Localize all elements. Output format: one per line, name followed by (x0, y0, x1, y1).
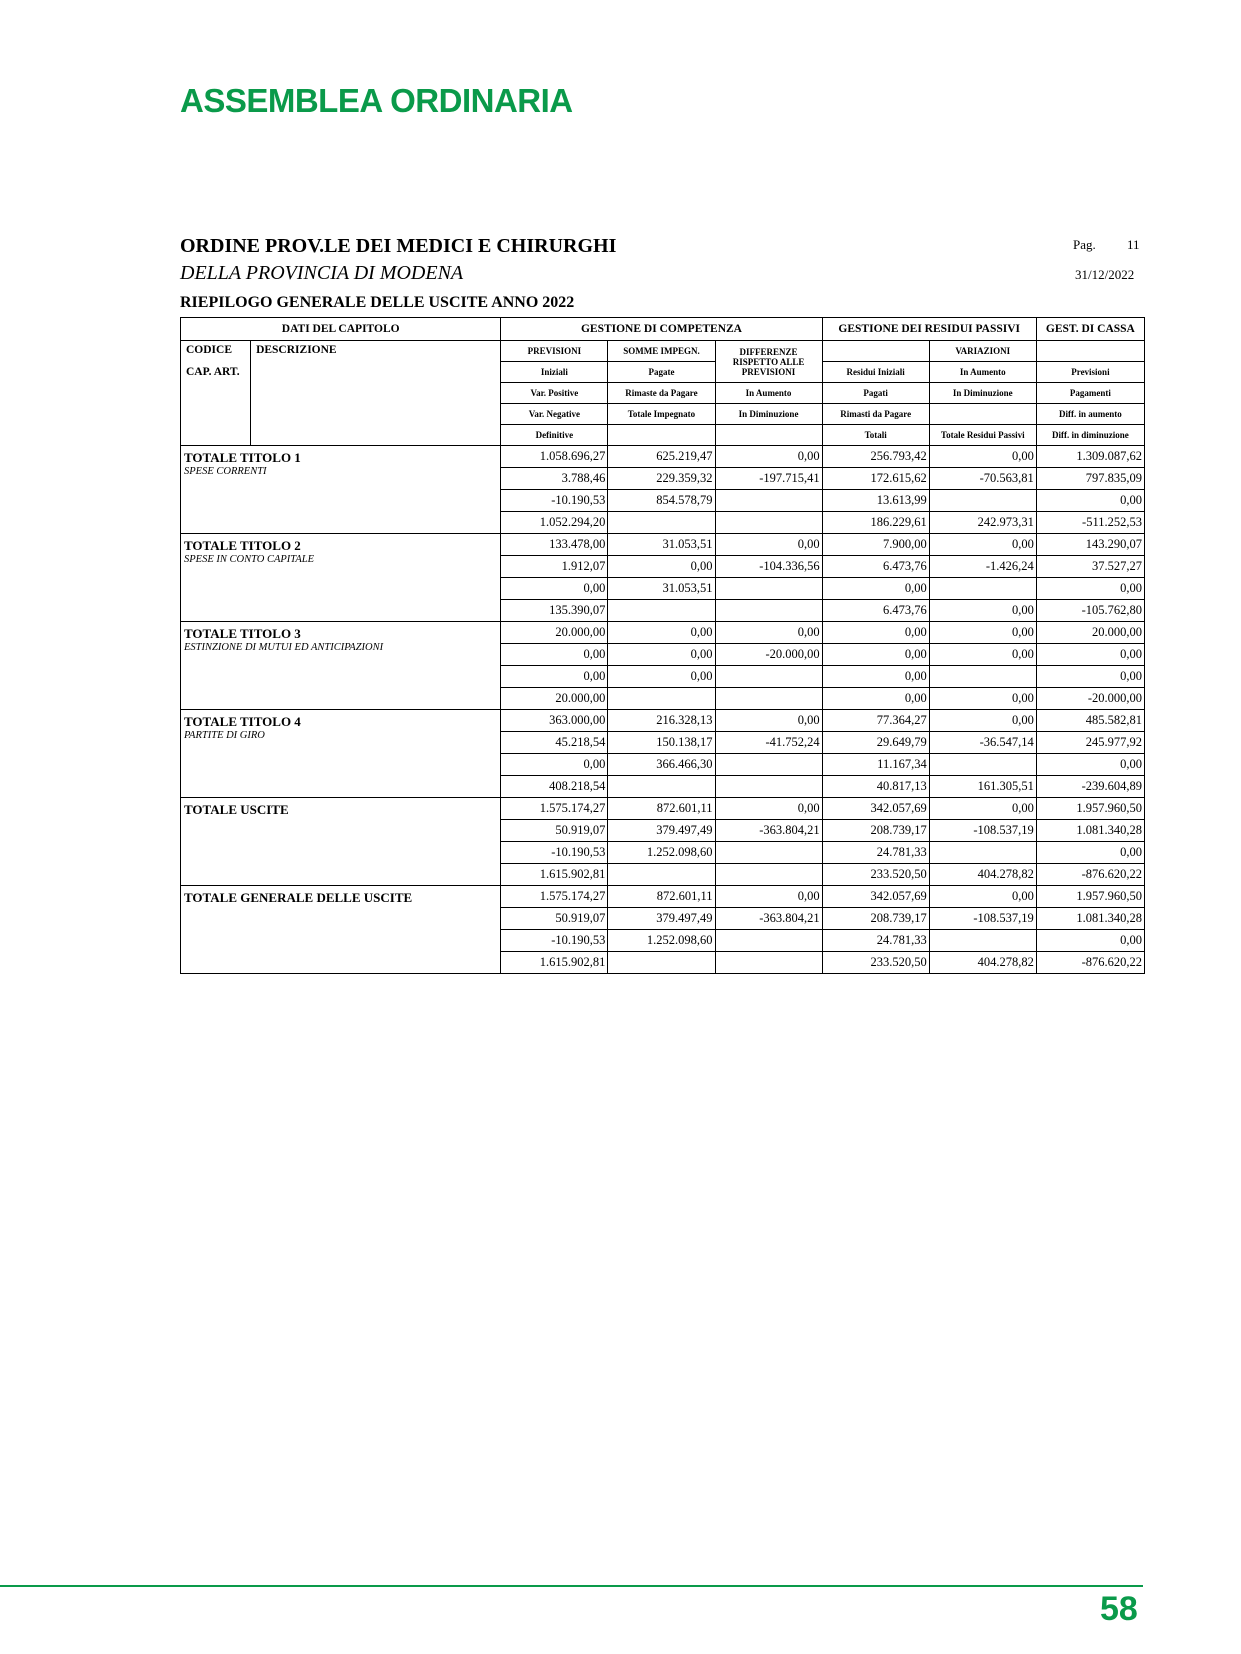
value-cell: 6.473,76 (822, 600, 929, 622)
table-row (181, 622, 1145, 644)
value-cell: 24.781,33 (822, 842, 929, 864)
value-cell: 0,00 (929, 688, 1036, 710)
sub-header-cell: Diff. in aumento (1036, 404, 1144, 425)
sub-header-cell: Rimasti da Pagare (822, 404, 929, 425)
value-cell: 0,00 (929, 534, 1036, 556)
value-cell: 872.601,11 (608, 798, 715, 820)
value-cell: 245.977,92 (1036, 732, 1144, 754)
value-cell (929, 754, 1036, 776)
value-cell: 0,00 (608, 556, 715, 578)
value-cell (715, 952, 822, 974)
value-cell: 1.615.902,81 (501, 864, 608, 886)
sub-header-cell: In Diminuzione (715, 404, 822, 425)
report-title: RIEPILOGO GENERALE DELLE USCITE ANNO 2022 (180, 294, 575, 311)
value-cell: 0,00 (1036, 578, 1144, 600)
value-cell: 0,00 (715, 534, 822, 556)
value-cell: 872.601,11 (608, 886, 715, 908)
value-cell: 208.739,17 (822, 908, 929, 930)
value-cell: 363.000,00 (501, 710, 608, 732)
value-cell: 1.052.294,20 (501, 512, 608, 534)
value-cell: 1.081.340,28 (1036, 820, 1144, 842)
value-cell: 1.957.960,50 (1036, 886, 1144, 908)
value-cell: 1.058.696,27 (501, 446, 608, 468)
value-cell (715, 600, 822, 622)
group-label-cell (181, 446, 501, 534)
value-cell: -36.547,14 (929, 732, 1036, 754)
group-title: TOTALE USCITE (184, 802, 289, 817)
value-cell: 256.793,42 (822, 446, 929, 468)
sub-header-cell: Iniziali (501, 362, 608, 383)
value-cell: 11.167,34 (822, 754, 929, 776)
footer-divider (0, 1585, 1143, 1587)
value-cell: 233.520,50 (822, 864, 929, 886)
group-title: TOTALE TITOLO 3 (184, 626, 301, 641)
group-subtitle: ESTINZIONE DI MUTUI ED ANTICIPAZIONI (184, 642, 384, 653)
value-cell: -511.252,53 (1036, 512, 1144, 534)
value-cell (929, 842, 1036, 864)
value-cell: -70.563,81 (929, 468, 1036, 490)
value-cell (715, 578, 822, 600)
footer-page-number: 58 (1100, 1590, 1138, 1628)
value-cell: -363.804,21 (715, 908, 822, 930)
value-cell (608, 864, 715, 886)
value-cell: 0,00 (1036, 930, 1144, 952)
value-cell: 172.615,62 (822, 468, 929, 490)
value-cell: -41.752,24 (715, 732, 822, 754)
value-cell: 1.615.902,81 (501, 952, 608, 974)
value-cell: 797.835,09 (1036, 468, 1144, 490)
value-cell: 1.309.087,62 (1036, 446, 1144, 468)
sub-header-cell: Definitive (501, 425, 608, 446)
sub-header-cell: Residui Iniziali (822, 362, 929, 383)
value-cell: 408.218,54 (501, 776, 608, 798)
value-cell: 186.229,61 (822, 512, 929, 534)
value-cell: 342.057,69 (822, 886, 929, 908)
value-cell: -197.715,41 (715, 468, 822, 490)
header-descrizione: DESCRIZIONE (251, 341, 501, 446)
value-cell: 379.497,49 (608, 820, 715, 842)
sub-header-cell: In Diminuzione (929, 383, 1036, 404)
value-cell: 0,00 (1036, 490, 1144, 512)
group-subtitle: PARTITE DI GIRO (184, 730, 265, 741)
value-cell: 161.305,51 (929, 776, 1036, 798)
value-cell: -1.426,24 (929, 556, 1036, 578)
table-row (181, 886, 1145, 908)
page-number: 11 (1127, 237, 1140, 252)
value-cell: 0,00 (929, 886, 1036, 908)
group-title: TOTALE TITOLO 4 (184, 714, 301, 729)
sub-header-cell: Totali (822, 425, 929, 446)
value-cell: 233.520,50 (822, 952, 929, 974)
table-row (181, 798, 1145, 820)
sub-header-cell: Pagati (822, 383, 929, 404)
value-cell: 0,00 (929, 446, 1036, 468)
group-subtitle: SPESE IN CONTO CAPITALE (184, 554, 314, 565)
value-cell: 854.578,79 (608, 490, 715, 512)
expenses-summary-table (180, 317, 1145, 974)
group-subtitle: SPESE CORRENTI (184, 466, 267, 477)
value-cell: 50.919,07 (501, 908, 608, 930)
sub-header-cell: Previsioni (1036, 362, 1144, 383)
section-title: ASSEMBLEA ORDINARIA (180, 82, 573, 119)
value-cell: 20.000,00 (501, 688, 608, 710)
value-cell: 0,00 (501, 754, 608, 776)
value-cell: -10.190,53 (501, 930, 608, 952)
value-cell: 0,00 (1036, 754, 1144, 776)
value-cell: 242.973,31 (929, 512, 1036, 534)
value-cell: 24.781,33 (822, 930, 929, 952)
sub-header-cell: DIFFERENZE RISPETTO ALLE PREVISIONI (715, 341, 822, 383)
group-label-cell (181, 886, 501, 974)
value-cell: -10.190,53 (501, 490, 608, 512)
value-cell: -363.804,21 (715, 820, 822, 842)
sub-header-cell (822, 341, 929, 362)
value-cell: 40.817,13 (822, 776, 929, 798)
value-cell: -10.190,53 (501, 842, 608, 864)
group-title: TOTALE GENERALE DELLE USCITE (184, 890, 413, 905)
value-cell: 0,00 (501, 666, 608, 688)
value-cell: 50.919,07 (501, 820, 608, 842)
value-cell: 404.278,82 (929, 864, 1036, 886)
sub-header-cell: VARIAZIONI (929, 341, 1036, 362)
value-cell: 0,00 (1036, 644, 1144, 666)
value-cell: 3.788,46 (501, 468, 608, 490)
sub-header-cell: Pagamenti (1036, 383, 1144, 404)
value-cell (608, 776, 715, 798)
value-cell: 31.053,51 (608, 534, 715, 556)
value-cell: 0,00 (501, 578, 608, 600)
group-title: TOTALE TITOLO 2 (184, 538, 301, 553)
header-codice-cell (181, 341, 251, 446)
sub-header-cell (1036, 341, 1144, 362)
value-cell: 485.582,81 (1036, 710, 1144, 732)
sub-header-cell: Rimaste da Pagare (608, 383, 715, 404)
value-cell: 133.478,00 (501, 534, 608, 556)
value-cell (715, 930, 822, 952)
value-cell: 0,00 (822, 622, 929, 644)
group-header-row (181, 318, 1145, 341)
sub-header-cell: Var. Positive (501, 383, 608, 404)
value-cell: -876.620,22 (1036, 864, 1144, 886)
value-cell: 20.000,00 (501, 622, 608, 644)
value-cell: 0,00 (929, 798, 1036, 820)
value-cell: 0,00 (1036, 842, 1144, 864)
sub-header-cell: In Aumento (715, 383, 822, 404)
value-cell: 0,00 (715, 886, 822, 908)
value-cell: 0,00 (715, 710, 822, 732)
value-cell: 0,00 (608, 622, 715, 644)
value-cell: 1.912,07 (501, 556, 608, 578)
value-cell: 1.081.340,28 (1036, 908, 1144, 930)
header-gestione-residui: GESTIONE DEI RESIDUI PASSIVI (822, 318, 1036, 341)
value-cell: 0,00 (822, 688, 929, 710)
header-codice: CODICE (186, 344, 233, 356)
value-cell: 13.613,99 (822, 490, 929, 512)
table-row (181, 710, 1145, 732)
value-cell (715, 512, 822, 534)
value-cell: 0,00 (929, 710, 1036, 732)
value-cell: -20.000,00 (715, 644, 822, 666)
value-cell: 20.000,00 (1036, 622, 1144, 644)
value-cell (929, 666, 1036, 688)
group-label-cell (181, 534, 501, 622)
value-cell (929, 930, 1036, 952)
value-cell: -108.537,19 (929, 908, 1036, 930)
table-row (181, 446, 1145, 468)
value-cell: 1.575.174,27 (501, 886, 608, 908)
group-label-cell (181, 710, 501, 798)
sub-header-cell: SOMME IMPEGN. (608, 341, 715, 362)
value-cell: 77.364,27 (822, 710, 929, 732)
value-cell (608, 512, 715, 534)
value-cell: 143.290,07 (1036, 534, 1144, 556)
value-cell: -104.336,56 (715, 556, 822, 578)
sub-header-cell (608, 425, 715, 446)
value-cell: 0,00 (715, 622, 822, 644)
group-title: TOTALE TITOLO 1 (184, 450, 301, 465)
value-cell: 37.527,27 (1036, 556, 1144, 578)
sub-header-cell: Totale Residui Passivi (929, 425, 1036, 446)
value-cell: 0,00 (822, 578, 929, 600)
header-gest-cassa: GEST. DI CASSA (1036, 318, 1144, 341)
sub-header-cell: PREVISIONI (501, 341, 608, 362)
value-cell: 1.957.960,50 (1036, 798, 1144, 820)
group-label-cell (181, 798, 501, 886)
value-cell (715, 688, 822, 710)
sub-header-cell (929, 404, 1036, 425)
value-cell: 0,00 (822, 644, 929, 666)
value-cell: 366.466,30 (608, 754, 715, 776)
value-cell: 208.739,17 (822, 820, 929, 842)
sub-header-cell: Pagate (608, 362, 715, 383)
value-cell: -20.000,00 (1036, 688, 1144, 710)
value-cell: 379.497,49 (608, 908, 715, 930)
sub-header-cell: Totale Impegnato (608, 404, 715, 425)
value-cell: 1.252.098,60 (608, 930, 715, 952)
value-cell: 45.218,54 (501, 732, 608, 754)
value-cell (929, 490, 1036, 512)
value-cell: 0,00 (929, 600, 1036, 622)
value-cell: 625.219,47 (608, 446, 715, 468)
value-cell: 135.390,07 (501, 600, 608, 622)
sub-header-cell (715, 425, 822, 446)
value-cell: 29.649,79 (822, 732, 929, 754)
value-cell (715, 666, 822, 688)
value-cell: 0,00 (608, 666, 715, 688)
value-cell (715, 754, 822, 776)
value-cell: 0,00 (929, 622, 1036, 644)
value-cell (715, 490, 822, 512)
table-row (181, 534, 1145, 556)
header-gestione-competenza: GESTIONE DI COMPETENZA (501, 318, 822, 341)
value-cell: 31.053,51 (608, 578, 715, 600)
value-cell: 0,00 (608, 644, 715, 666)
header-cap-art: CAP. ART. (186, 366, 240, 378)
sub-header-row (181, 341, 1145, 362)
value-cell (715, 864, 822, 886)
value-cell: 342.057,69 (822, 798, 929, 820)
value-cell: 1.575.174,27 (501, 798, 608, 820)
value-cell: 7.900,00 (822, 534, 929, 556)
value-cell: 150.138,17 (608, 732, 715, 754)
page-label: Pag. (1073, 237, 1096, 252)
value-cell: 0,00 (501, 644, 608, 666)
organization-subtitle: DELLA PROVINCIA DI MODENA (180, 262, 464, 284)
sub-header-cell: Diff. in diminuzione (1036, 425, 1144, 446)
value-cell (929, 578, 1036, 600)
value-cell (608, 600, 715, 622)
value-cell: 1.252.098,60 (608, 842, 715, 864)
value-cell: 229.359,32 (608, 468, 715, 490)
group-label-cell (181, 622, 501, 710)
value-cell: 216.328,13 (608, 710, 715, 732)
sub-header-cell: In Aumento (929, 362, 1036, 383)
value-cell (715, 776, 822, 798)
value-cell: 6.473,76 (822, 556, 929, 578)
value-cell: 0,00 (715, 446, 822, 468)
value-cell (608, 688, 715, 710)
header-dati-capitolo: DATI DEL CAPITOLO (181, 318, 501, 341)
value-cell: 0,00 (822, 666, 929, 688)
document-date: 31/12/2022 (1075, 267, 1135, 282)
value-cell: -105.762,80 (1036, 600, 1144, 622)
value-cell: -876.620,22 (1036, 952, 1144, 974)
value-cell: 0,00 (715, 798, 822, 820)
value-cell: -239.604,89 (1036, 776, 1144, 798)
value-cell: -108.537,19 (929, 820, 1036, 842)
value-cell: 404.278,82 (929, 952, 1036, 974)
organization-name: ORDINE PROV.LE DEI MEDICI E CHIRURGHI (180, 235, 617, 257)
sub-header-cell: Var. Negative (501, 404, 608, 425)
value-cell: 0,00 (929, 644, 1036, 666)
value-cell: 0,00 (1036, 666, 1144, 688)
value-cell (715, 842, 822, 864)
value-cell (608, 952, 715, 974)
